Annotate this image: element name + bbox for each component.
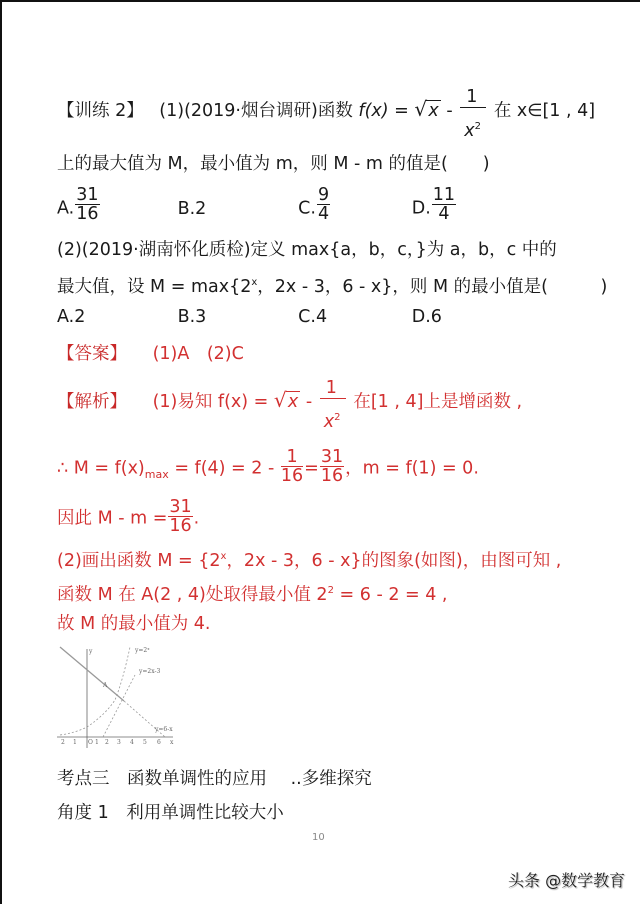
function-graph [55, 645, 175, 750]
q1-func-name: f(x) = [358, 101, 409, 121]
x-axis-label: x [170, 739, 174, 746]
q1-options [57, 185, 457, 227]
q2-option-a[interactable]: A.2 [57, 307, 86, 327]
sqrt-sign-icon: √ [414, 97, 428, 121]
answer-text: (1)A (2)C [152, 344, 244, 364]
line-2x-minus-3 [103, 675, 135, 737]
label-point-a: A [103, 682, 108, 689]
exercise-q1-line1 [57, 87, 596, 141]
svg-text:1: 1 [95, 739, 99, 746]
svg-text:2: 2 [61, 739, 65, 746]
q1-line2: 上的最大值为 M，最小值为 m，则 M - m 的值是( ) [57, 154, 490, 174]
answer-label: 【答案】 [57, 344, 127, 364]
section-heading: 考点三 函数单调性的应用 [57, 769, 267, 789]
curve-2-pow-x [60, 647, 130, 735]
q2-line1: (2)(2019·湖南怀化质检)定义 max{a，b，c，}为 a，b，c 中的 [57, 240, 557, 260]
analysis-label: 【解析】 [57, 392, 127, 412]
svg-text:O: O [88, 739, 93, 746]
q1-minus: - [446, 101, 453, 121]
q1-prefix: (1)(2019·烟台调研)函数 [159, 101, 353, 121]
analysis-line1: 【解析】 (1)易知 f(x) = √ x - $\frac{1}{x^2}$ 在[1 , 4]上是增函数 , [57, 378, 523, 432]
q2-options [57, 306, 442, 328]
svg-text:3: 3 [117, 739, 121, 746]
section-tag: ..多维探究 [290, 769, 372, 789]
frame-border-top [0, 0, 640, 2]
svg-text:1: 1 [73, 739, 77, 746]
line-6-minus-x-solid [60, 647, 124, 701]
q1-option-a[interactable]: A. $\frac{31}{16}$ [57, 185, 99, 224]
analysis-line5: 函数 M 在 A(2 , 4)处取得最小值 $2^2 = 6 - 2 = 4$ , [57, 584, 448, 605]
svg-text:4: 4 [130, 739, 134, 746]
label-y-2x-3: y=2x-3 [139, 668, 161, 675]
q2-option-b[interactable]: B.3 [177, 307, 207, 327]
page-number: 10 [312, 832, 325, 843]
q1-sqrt: √ x [414, 97, 439, 121]
q1-option-c[interactable]: C. $\frac{9}{4}$ [298, 185, 330, 224]
label-y-6-x: y=6-x [155, 726, 173, 733]
analysis-line6: 故 M 的最小值为 4. [57, 614, 211, 634]
q1-option-d[interactable]: D. $\frac{11}{4}$ [411, 185, 456, 224]
answer-line [57, 343, 244, 365]
analysis-line2: ∴ $M = f(x)_{max} = f(4) = 2$ - $\frac{1}{16}$ = $\frac{31}{16}$ ，m = f(1) = 0. [57, 447, 479, 486]
svg-text:5: 5 [143, 739, 147, 746]
q2-option-c[interactable]: C.4 [298, 307, 328, 327]
analysis-line4: (2)画出函数 $M = \{2^x$，2x - 3，6 - x}的图象(如图)，由图可知 , [57, 550, 562, 571]
section-heading-line [57, 768, 372, 790]
q2-option-d[interactable]: D.6 [411, 307, 442, 327]
sqrt-sign-icon: √ [273, 388, 287, 412]
y-axis-label: y [89, 648, 93, 655]
q2-line2: 最大值，设 $M = \max\{2^x$，2x - 3，6 - x}，则 M 的最小值是( ) [57, 276, 608, 297]
section-subheading: 角度 1 利用单调性比较大小 [57, 803, 284, 823]
frame-border-left [0, 0, 2, 904]
q1-domain: 在 x∈[1 , 4] [493, 101, 596, 121]
q1-fraction: $\frac{1}{x^2}$ [458, 94, 488, 116]
watermark: 头条 @数学教育 [508, 871, 626, 890]
q1-option-b[interactable]: B.2 [177, 198, 207, 219]
svg-text:2: 2 [105, 739, 109, 746]
label-y-2x: y=2ˣ [135, 647, 150, 654]
analysis-line3: 因此 M - m = $\frac{31}{16}$ . [57, 497, 200, 536]
exercise-title: 【训练 2】 [57, 101, 144, 121]
svg-text:6: 6 [157, 739, 161, 746]
